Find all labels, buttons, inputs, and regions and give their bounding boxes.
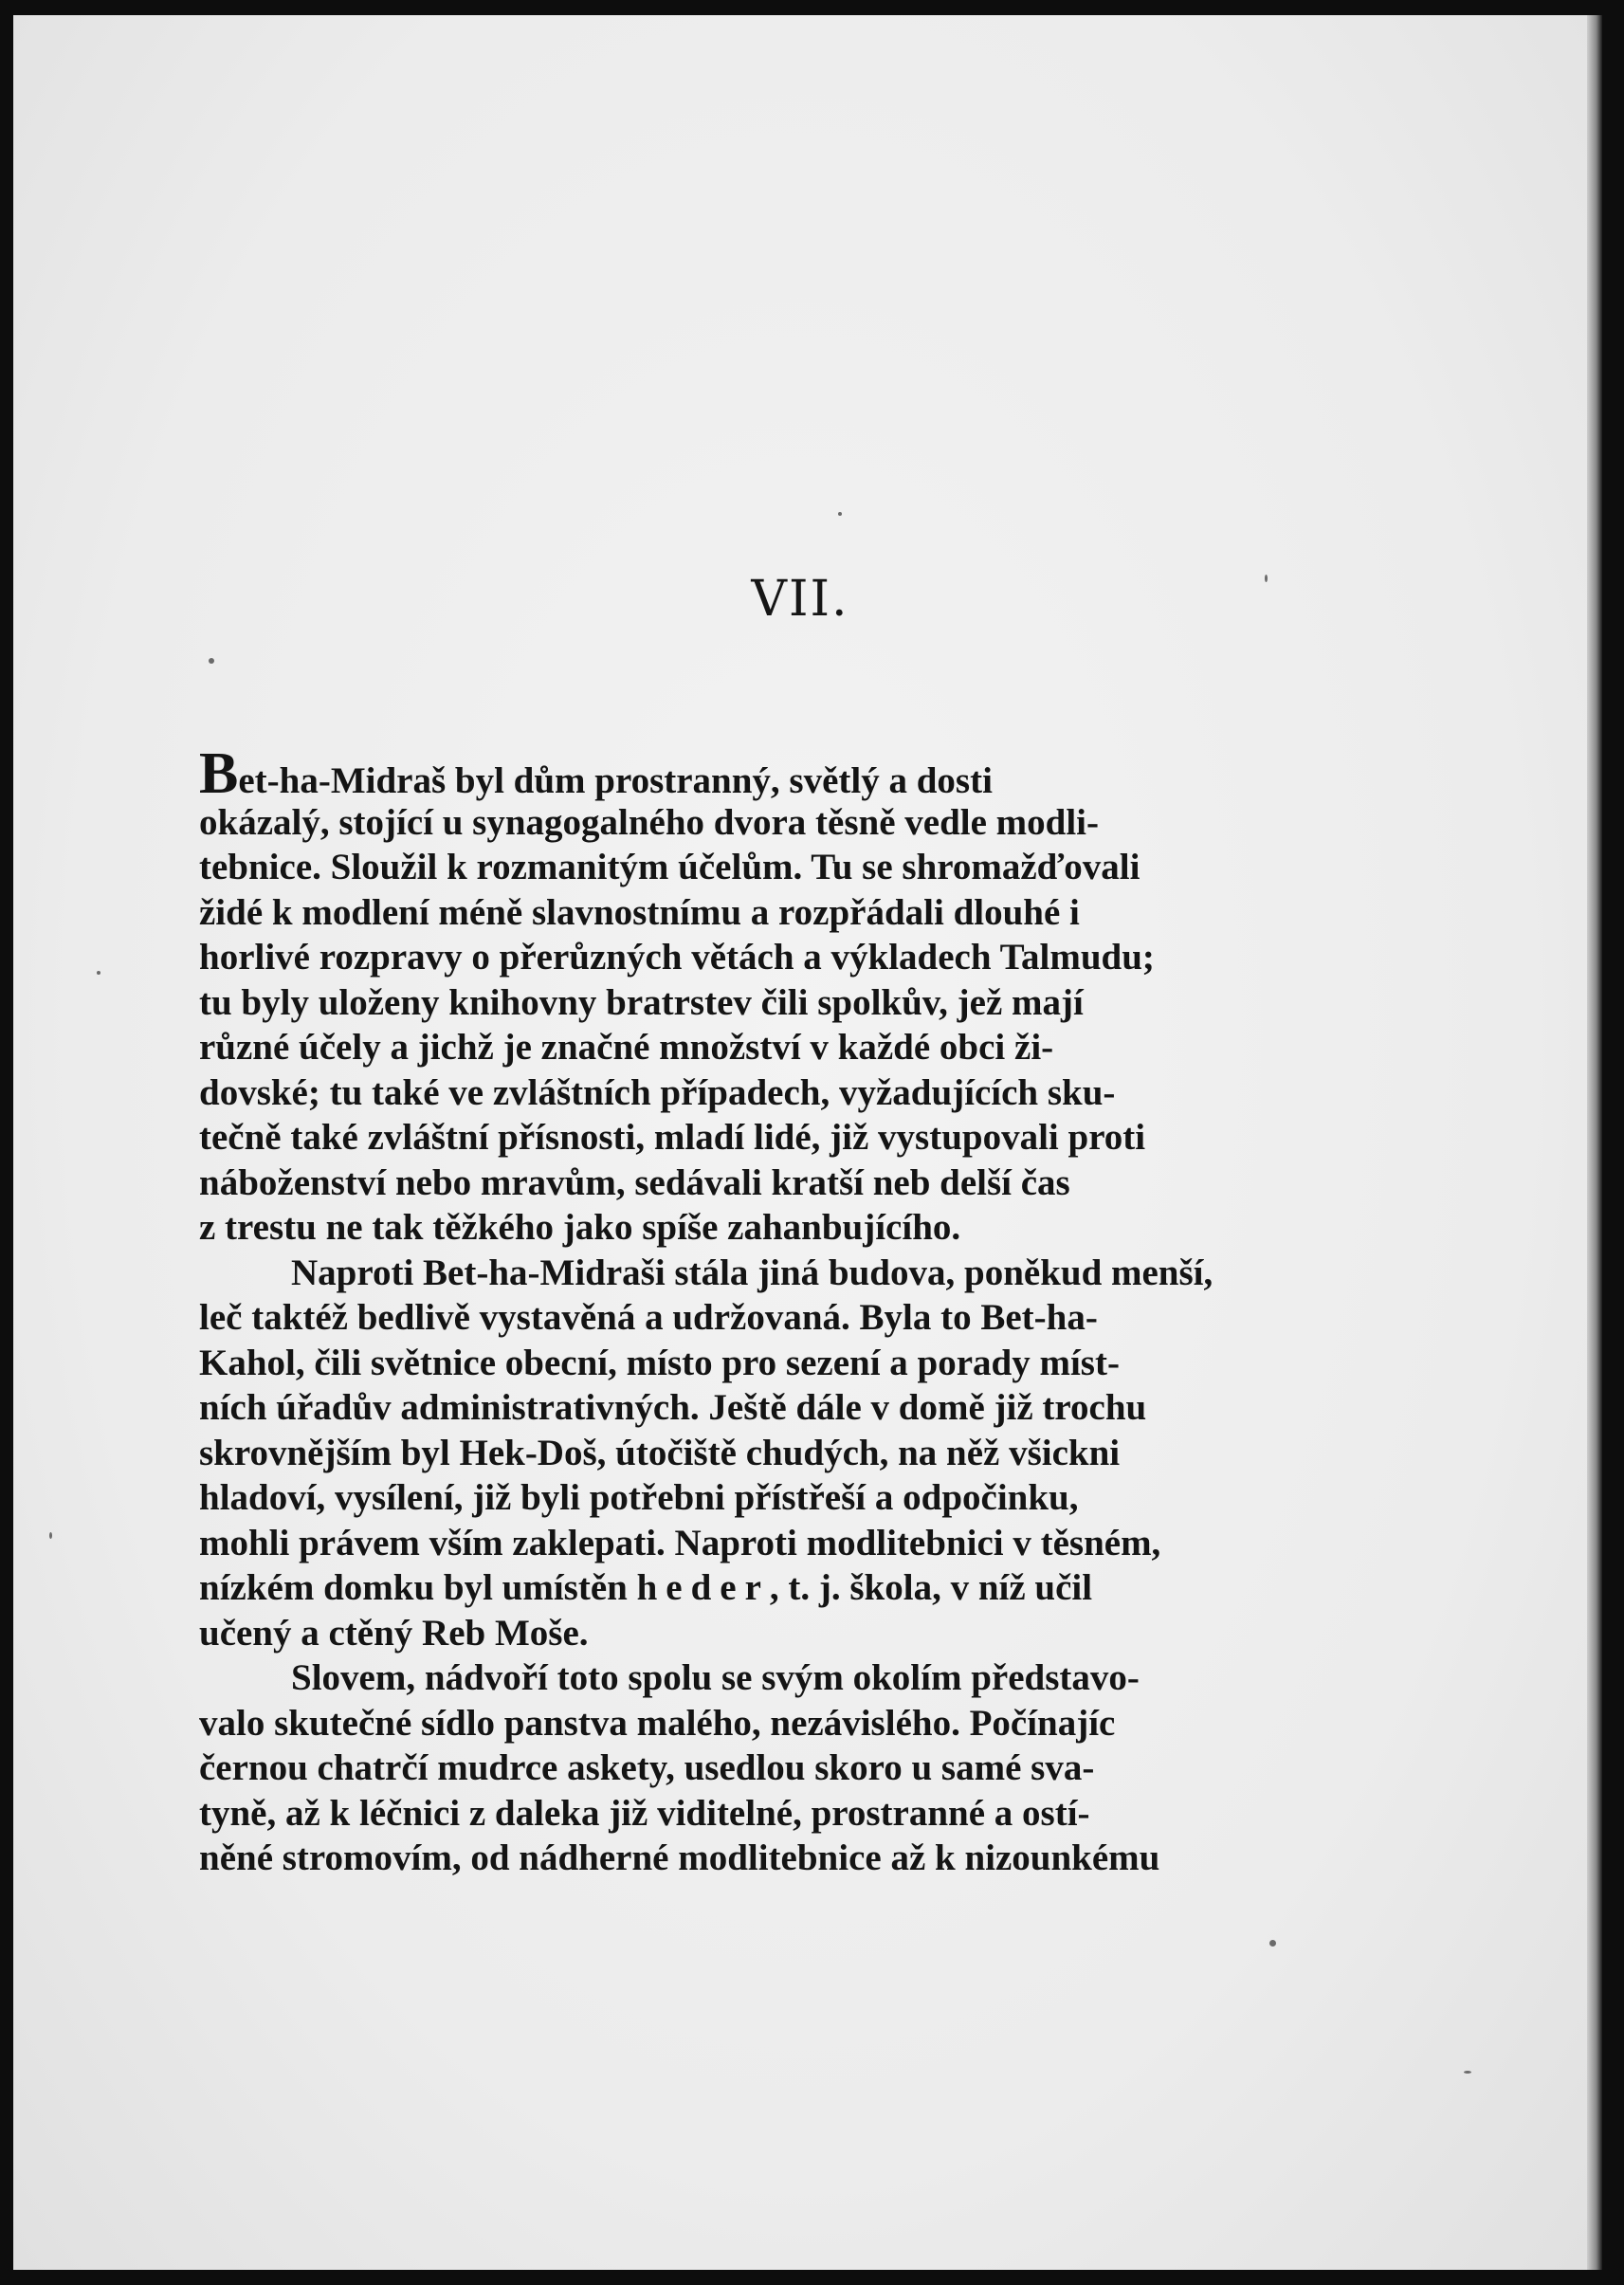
text-line: židé k modlení méně slavnostnímu a rozpřádali dlouhé i xyxy=(199,891,1080,933)
text-line: učený a ctěný Reb Moše. xyxy=(199,1612,589,1654)
text-line: tyně, až k léčnici z daleka již viditelné, prostranné a ostí- xyxy=(199,1792,1090,1834)
text-line: něné stromovím, od nádherné modlitebnice až k nizounkému xyxy=(199,1837,1160,1878)
text-line: tečně také zvláštní přísnosti, mladí lidé, již vystupovali proti xyxy=(199,1117,1146,1158)
paper-speck xyxy=(97,971,100,975)
text-line: leč taktéž bedlivě vystavěná a udržovaná. Byla to Bet-ha- xyxy=(199,1297,1098,1338)
text-line: černou chatrčí mudrce askety, usedlou skoro u samé sva- xyxy=(199,1747,1095,1788)
text-line: tebnice. Sloužil k rozmanitým účelům. Tu se shromažďovali xyxy=(199,847,1140,887)
text-line xyxy=(199,741,1351,806)
paper-speck xyxy=(1265,575,1268,582)
line-text: , t. j. škola, v níž učil xyxy=(769,1567,1093,1608)
chapter-heading: VII. xyxy=(751,571,849,628)
text-line: ních úřadův administrativných. Ještě dále v domě již trochu xyxy=(199,1387,1147,1428)
paragraph-2 xyxy=(199,1251,1351,1656)
spaced-term: heder xyxy=(636,1567,770,1608)
paper-speck xyxy=(1269,1940,1276,1947)
paper-speck xyxy=(49,1532,52,1539)
text-line: okázalý, stojící u synagogalného dvora těsně vedle modli- xyxy=(199,801,1100,843)
text-line: různé účely a jichž je značné množství v každé obci ži- xyxy=(199,1027,1054,1068)
text-line: Slovem, nádvoří toto spolu se svým okolím představo- xyxy=(291,1657,1140,1698)
text-line: dovské; tu také ve zvláštních případech, vyžadujících sku- xyxy=(199,1071,1116,1113)
text-line: skrovnějším byl Hek-Doš, útočiště chudých, na něž všickni xyxy=(199,1432,1121,1473)
drop-cap: B xyxy=(199,741,239,806)
paper-speck xyxy=(838,512,842,516)
paragraph-1 xyxy=(199,741,1351,1251)
paper-speck xyxy=(1464,2071,1471,2074)
text-line: Kahol, čili světnice obecní, místo pro sezení a porady míst- xyxy=(199,1342,1120,1383)
page-edge-shadow xyxy=(1587,15,1602,2270)
text-line: horlivé rozpravy o přerůzných větách a výkladech Talmudu; xyxy=(199,937,1155,978)
line-text: et-ha-Midraš byl dům prostranný, světlý a dosti xyxy=(238,760,993,801)
text-line: tu byly uloženy knihovny bratrstev čili spolkův, jež mají xyxy=(199,981,1084,1023)
text-line: Naproti Bet-ha-Midraši stála jiná budova, poněkud menší, xyxy=(291,1252,1213,1293)
text-line: náboženství nebo mravům, sedávali kratší neb delší čas xyxy=(199,1161,1070,1203)
paragraph-3 xyxy=(199,1655,1351,1881)
text-line xyxy=(199,1565,1351,1611)
text-line: valo skutečné sídlo panstva malého, nezávislého. Počínajíc xyxy=(199,1702,1116,1744)
text-line: hladoví, vysílení, již byli potřebni přístřeší a odpočinku, xyxy=(199,1477,1079,1518)
book-page xyxy=(13,15,1587,2270)
line-text: nízkém domku byl umístěn xyxy=(199,1567,637,1608)
paper-speck xyxy=(209,658,214,664)
text-line: z trestu ne tak těžkého jako spíše zahanbujícího. xyxy=(199,1207,961,1248)
body-text xyxy=(199,741,1351,1881)
text-line: mohli právem vším zaklepati. Naproti modlitebnici v těsném, xyxy=(199,1522,1161,1563)
